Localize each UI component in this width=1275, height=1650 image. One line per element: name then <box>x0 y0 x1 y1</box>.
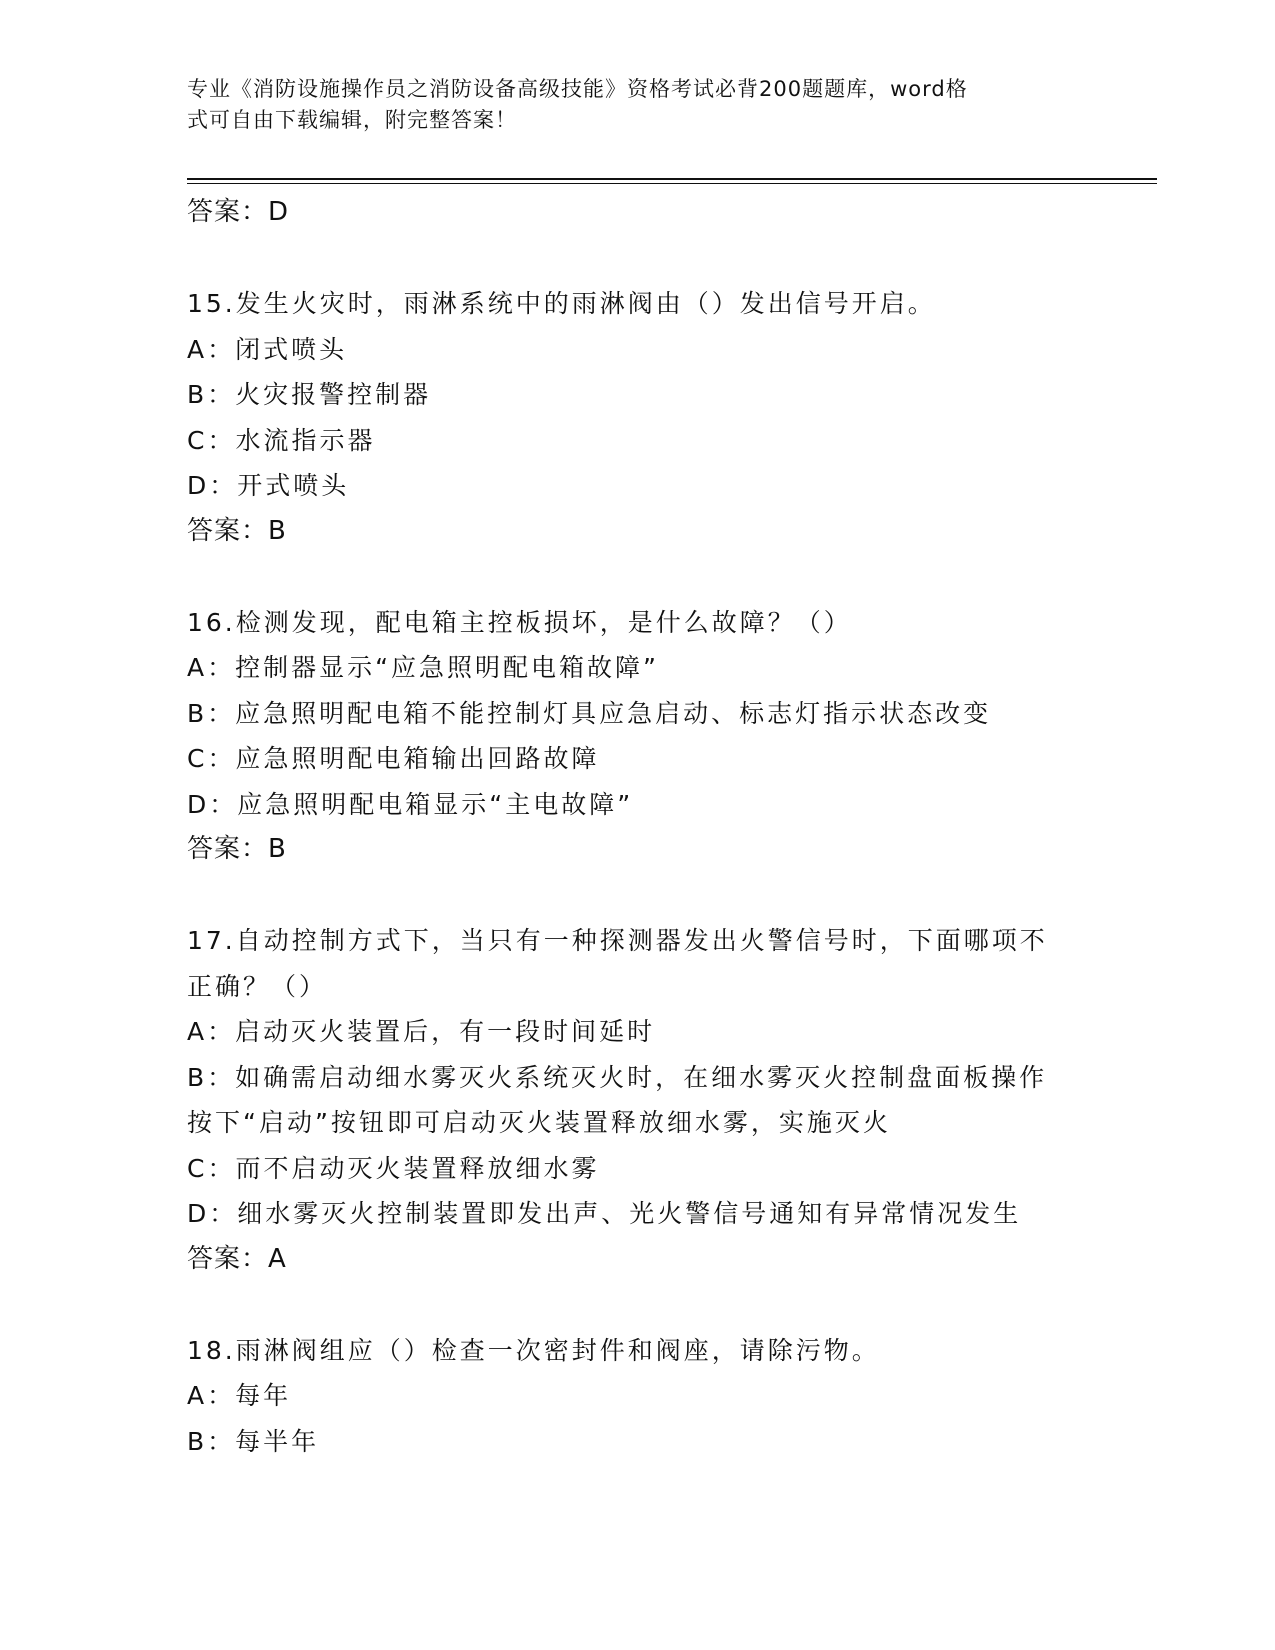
question-stem-continued: 正确？（） <box>187 971 328 1001</box>
option-a: A：闭式喷头 <box>187 334 348 364</box>
question-stem: 15.发生火灾时，雨淋系统中的雨淋阀由（）发出信号开启。 <box>187 289 936 318</box>
spacer <box>187 554 1087 600</box>
option-d: D：应急照明配电箱显示“主电故障” <box>187 789 634 819</box>
header-line: 专业《消防设施操作员之消防设备高级技能》资格考试必背200题题库，word格 <box>187 77 968 101</box>
option-b: B：应急照明配电箱不能控制灯具应急启动、标志灯指示状态改变 <box>187 698 992 728</box>
header-divider <box>187 178 1157 180</box>
question-block <box>187 1328 1087 1465</box>
option-b: B：火灾报警控制器 <box>187 380 432 409</box>
option-d: D：开式喷头 <box>187 471 350 500</box>
question-block <box>187 600 1087 873</box>
spacer <box>187 1282 1087 1328</box>
option-a: A：启动灭火装置后，有一段时间延时 <box>187 1017 656 1046</box>
question-stem: 18.雨淋阀组应（）检查一次密封件和阀座，请除污物。 <box>187 1335 880 1365</box>
option-c: C：水流指示器 <box>187 425 376 455</box>
option-d: D：细水雾灭火控制装置即发出声、光火警信号通知有异常情况发生 <box>187 1199 1022 1228</box>
spacer <box>187 236 1087 282</box>
option-b-continued: 按下“启动”按钮即可启动灭火装置释放细水雾，实施灭火 <box>187 1108 891 1137</box>
option-b: B：如确需启动细水雾灭火系统灭火时，在细水雾灭火控制盘面板操作 <box>187 1062 1048 1092</box>
document-body <box>187 190 1087 1464</box>
question-block <box>187 281 1087 554</box>
spacer <box>187 873 1087 919</box>
option-a: A：每年 <box>187 1381 292 1410</box>
answer-line: 答案：A <box>187 1243 287 1274</box>
header-line: 式可自由下载编辑，附完整答案！ <box>187 108 517 132</box>
question-block <box>187 918 1087 1282</box>
option-b: B：每半年 <box>187 1426 320 1456</box>
header-divider <box>187 183 1157 184</box>
question-stem: 16.检测发现，配电箱主控板损坏，是什么故障？（） <box>187 607 852 637</box>
answer-line: 答案：B <box>187 834 287 864</box>
option-c: C：而不启动灭火装置释放细水雾 <box>187 1153 600 1183</box>
answer-line: 答案：B <box>187 515 287 546</box>
answer-line: 答案：D <box>187 197 290 227</box>
option-c: C：应急照明配电箱输出回路故障 <box>187 744 600 773</box>
option-a: A：控制器显示“应急照明配电箱故障” <box>187 653 660 682</box>
page-header <box>187 74 1087 136</box>
question-stem: 17.自动控制方式下，当只有一种探测器发出火警信号时，下面哪项不 <box>187 926 1048 955</box>
